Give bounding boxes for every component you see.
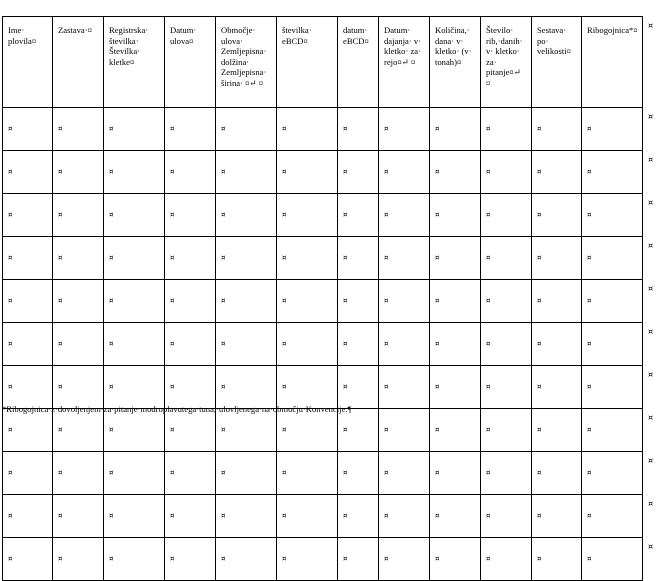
table-cell[interactable]: ¤: [532, 495, 582, 538]
table-cell[interactable]: ¤: [338, 237, 379, 280]
row-end-mark: ¤: [648, 541, 654, 551]
header-caging-date: Datum· dajanja· v· kletko· za· rejo¤↵ ¤: [379, 17, 430, 108]
table-cell[interactable]: ¤: [277, 323, 338, 366]
table-cell[interactable]: ¤: [277, 280, 338, 323]
table-cell[interactable]: ¤: [481, 452, 532, 495]
table-cell[interactable]: ¤: [53, 538, 104, 581]
table-cell[interactable]: ¤: [277, 409, 338, 452]
table-cell[interactable]: ¤: [481, 409, 532, 452]
table-cell[interactable]: ¤: [277, 538, 338, 581]
table-cell[interactable]: ¤: [338, 495, 379, 538]
table-row: [3, 409, 643, 452]
header-ebcd-date: datum· eBCD¤: [338, 17, 379, 108]
table-cell[interactable]: ¤: [481, 538, 532, 581]
table-cell[interactable]: ¤: [379, 237, 430, 280]
table-cell[interactable]: ¤: [165, 280, 216, 323]
header-ebcd-number: številka· eBCD¤: [277, 17, 338, 108]
table-cell[interactable]: ¤: [338, 108, 379, 151]
table-row: [3, 538, 643, 581]
row-end-mark: ¤: [648, 455, 654, 465]
table-cell[interactable]: ¤: [53, 323, 104, 366]
row-end-mark: ¤: [648, 369, 654, 379]
table-cell[interactable]: ¤: [53, 151, 104, 194]
table-cell[interactable]: ¤: [532, 452, 582, 495]
table-cell[interactable]: ¤: [582, 452, 643, 495]
header-vessel-name: Ime· plovila¤: [3, 17, 53, 108]
table-cell[interactable]: ¤: [532, 151, 582, 194]
table-cell[interactable]: ¤: [53, 108, 104, 151]
table-cell[interactable]: ¤: [3, 495, 53, 538]
table-cell[interactable]: ¤: [3, 280, 53, 323]
header-caged-quantity: Količina,· dana· v· kletko· (v· tonah)¤: [430, 17, 481, 108]
table-cell[interactable]: ¤: [430, 495, 481, 538]
table-cell[interactable]: ¤: [277, 194, 338, 237]
table-row: [3, 366, 643, 409]
table-row: [3, 323, 643, 366]
table-cell[interactable]: ¤: [3, 452, 53, 495]
table-cell[interactable]: ¤: [3, 538, 53, 581]
table-cell[interactable]: ¤: [3, 409, 53, 452]
header-flag: Zastava·¤: [53, 17, 104, 108]
table-cell[interactable]: ¤: [104, 237, 165, 280]
table-cell[interactable]: ¤: [481, 366, 532, 409]
table-cell[interactable]: ¤: [216, 108, 277, 151]
table-cell[interactable]: ¤: [481, 237, 532, 280]
table-cell[interactable]: ¤: [216, 495, 277, 538]
table-cell[interactable]: ¤: [216, 409, 277, 452]
table-cell[interactable]: ¤: [532, 538, 582, 581]
table-cell[interactable]: ¤: [165, 237, 216, 280]
table-cell[interactable]: ¤: [165, 323, 216, 366]
table-row: [3, 108, 643, 151]
header-catch-area: Območje· ulova· Zemljepisna· dolžina· Zemljepisna· širina· ¤↵ ¤: [216, 17, 277, 108]
table-cell[interactable]: ¤: [532, 409, 582, 452]
table-row: [3, 194, 643, 237]
header-catch-date: Datum· ulova¤: [165, 17, 216, 108]
table-cell[interactable]: ¤: [216, 151, 277, 194]
header-farm: Ribogojnica*¤: [582, 17, 643, 108]
row-end-mark: ¤: [648, 240, 654, 250]
table-cell[interactable]: ¤: [582, 366, 643, 409]
table-cell[interactable]: ¤: [582, 194, 643, 237]
table-cell[interactable]: ¤: [165, 409, 216, 452]
table-cell[interactable]: ¤: [277, 237, 338, 280]
table-cell[interactable]: ¤: [430, 151, 481, 194]
table-cell[interactable]: ¤: [379, 323, 430, 366]
table-cell[interactable]: ¤: [532, 366, 582, 409]
row-end-mark: ¤: [648, 326, 654, 336]
table-cell[interactable]: ¤: [532, 237, 582, 280]
table-cell[interactable]: ¤: [165, 538, 216, 581]
table-cell[interactable]: ¤: [104, 323, 165, 366]
table-cell[interactable]: ¤: [216, 366, 277, 409]
table-cell[interactable]: ¤: [379, 409, 430, 452]
table-cell[interactable]: ¤: [338, 409, 379, 452]
row-end-mark: ¤: [648, 111, 654, 121]
table-cell[interactable]: ¤: [165, 452, 216, 495]
table-cell[interactable]: ¤: [277, 452, 338, 495]
table-cell[interactable]: ¤: [338, 452, 379, 495]
table-cell[interactable]: ¤: [277, 495, 338, 538]
table-cell[interactable]: ¤: [53, 194, 104, 237]
header-registration-cage-number: Registrska· številka· Številka· kletke¤: [104, 17, 165, 108]
table-cell[interactable]: ¤: [3, 323, 53, 366]
table-cell[interactable]: ¤: [53, 366, 104, 409]
table-cell[interactable]: ¤: [430, 194, 481, 237]
table-cell[interactable]: ¤: [481, 108, 532, 151]
row-end-mark: ¤: [648, 498, 654, 508]
table-cell[interactable]: ¤: [165, 151, 216, 194]
table-row: [3, 237, 643, 280]
table-cell[interactable]: ¤: [430, 409, 481, 452]
table-cell[interactable]: ¤: [338, 538, 379, 581]
table-cell[interactable]: ¤: [430, 108, 481, 151]
table-cell[interactable]: ¤: [104, 194, 165, 237]
table-cell[interactable]: ¤: [379, 495, 430, 538]
table-cell[interactable]: ¤: [582, 280, 643, 323]
table-cell[interactable]: ¤: [582, 323, 643, 366]
table-cell[interactable]: ¤: [430, 452, 481, 495]
table-cell[interactable]: ¤: [379, 452, 430, 495]
table-cell[interactable]: ¤: [3, 108, 53, 151]
row-end-mark: ¤: [648, 197, 654, 207]
table-cell[interactable]: ¤: [430, 280, 481, 323]
table-cell[interactable]: ¤: [338, 280, 379, 323]
table-cell[interactable]: ¤: [277, 108, 338, 151]
table-cell[interactable]: ¤: [165, 194, 216, 237]
table-cell[interactable]: ¤: [532, 108, 582, 151]
table-cell[interactable]: ¤: [216, 237, 277, 280]
header-fish-count: Število· rib,·danih· v· kletko· za· pitanje¤↵ ¤: [481, 17, 532, 108]
table-row: [3, 280, 643, 323]
table-cell[interactable]: ¤: [338, 366, 379, 409]
table-cell[interactable]: ¤: [3, 194, 53, 237]
table-cell[interactable]: ¤: [430, 237, 481, 280]
table-cell[interactable]: ¤: [582, 538, 643, 581]
table-cell[interactable]: ¤: [582, 151, 643, 194]
table-cell[interactable]: ¤: [379, 280, 430, 323]
table-cell[interactable]: ¤: [104, 409, 165, 452]
table-cell[interactable]: ¤: [430, 366, 481, 409]
table-cell[interactable]: ¤: [104, 280, 165, 323]
table-cell[interactable]: ¤: [481, 323, 532, 366]
table-cell[interactable]: ¤: [430, 538, 481, 581]
table-cell[interactable]: ¤: [532, 323, 582, 366]
table-header-row: [3, 17, 643, 108]
table-cell[interactable]: ¤: [379, 366, 430, 409]
table-cell[interactable]: ¤: [430, 323, 481, 366]
table-cell[interactable]: ¤: [379, 194, 430, 237]
cage-transfer-table: [2, 16, 643, 581]
table-cell[interactable]: ¤: [582, 409, 643, 452]
table-cell[interactable]: ¤: [532, 194, 582, 237]
table-cell[interactable]: ¤: [379, 538, 430, 581]
table-cell[interactable]: ¤: [104, 108, 165, 151]
table-cell[interactable]: ¤: [165, 495, 216, 538]
table-cell[interactable]: ¤: [3, 151, 53, 194]
table-cell[interactable]: ¤: [216, 538, 277, 581]
header-size-composition: Sestava· po· velikosti¤: [532, 17, 582, 108]
table-cell[interactable]: ¤: [104, 538, 165, 581]
table-cell[interactable]: ¤: [338, 194, 379, 237]
table-cell[interactable]: ¤: [165, 366, 216, 409]
table-cell[interactable]: ¤: [53, 409, 104, 452]
table-cell[interactable]: ¤: [338, 323, 379, 366]
table-cell[interactable]: ¤: [53, 452, 104, 495]
table-cell[interactable]: ¤: [53, 280, 104, 323]
table-cell[interactable]: ¤: [216, 323, 277, 366]
table-cell[interactable]: ¤: [3, 366, 53, 409]
row-end-mark: ¤: [648, 412, 654, 422]
table-cell[interactable]: ¤: [582, 495, 643, 538]
row-end-mark: ¤: [648, 20, 654, 30]
table-cell[interactable]: ¤: [379, 108, 430, 151]
table-cell[interactable]: ¤: [216, 280, 277, 323]
table-cell[interactable]: ¤: [53, 237, 104, 280]
table-cell[interactable]: ¤: [165, 108, 216, 151]
table-cell[interactable]: ¤: [338, 151, 379, 194]
table-cell[interactable]: ¤: [104, 151, 165, 194]
table-row: [3, 495, 643, 538]
table-cell[interactable]: ¤: [532, 280, 582, 323]
table-cell[interactable]: ¤: [3, 237, 53, 280]
row-end-mark: ¤: [648, 283, 654, 293]
row-end-mark: ¤: [648, 154, 654, 164]
table-cell[interactable]: ¤: [277, 151, 338, 194]
table-cell[interactable]: ¤: [379, 151, 430, 194]
table-cell[interactable]: ¤: [481, 151, 532, 194]
table-cell[interactable]: ¤: [481, 280, 532, 323]
table-row: [3, 151, 643, 194]
table-body: [3, 108, 643, 581]
table-cell[interactable]: ¤: [481, 194, 532, 237]
table-cell[interactable]: ¤: [104, 452, 165, 495]
table-cell[interactable]: ¤: [582, 108, 643, 151]
footnote: *Ribogojnica·z·dovoljenjem·za·pitanje·modroplavutega·tuna,·ulovljenega·na·območju·Konvencije.¶: [2, 404, 352, 414]
table-cell[interactable]: ¤: [481, 495, 532, 538]
table-cell[interactable]: ¤: [216, 452, 277, 495]
table-row: [3, 452, 643, 495]
table-cell[interactable]: ¤: [582, 237, 643, 280]
table-cell[interactable]: ¤: [216, 194, 277, 237]
table-cell[interactable]: ¤: [53, 495, 104, 538]
table-cell[interactable]: ¤: [104, 366, 165, 409]
table-cell[interactable]: ¤: [104, 495, 165, 538]
table-cell[interactable]: ¤: [277, 366, 338, 409]
